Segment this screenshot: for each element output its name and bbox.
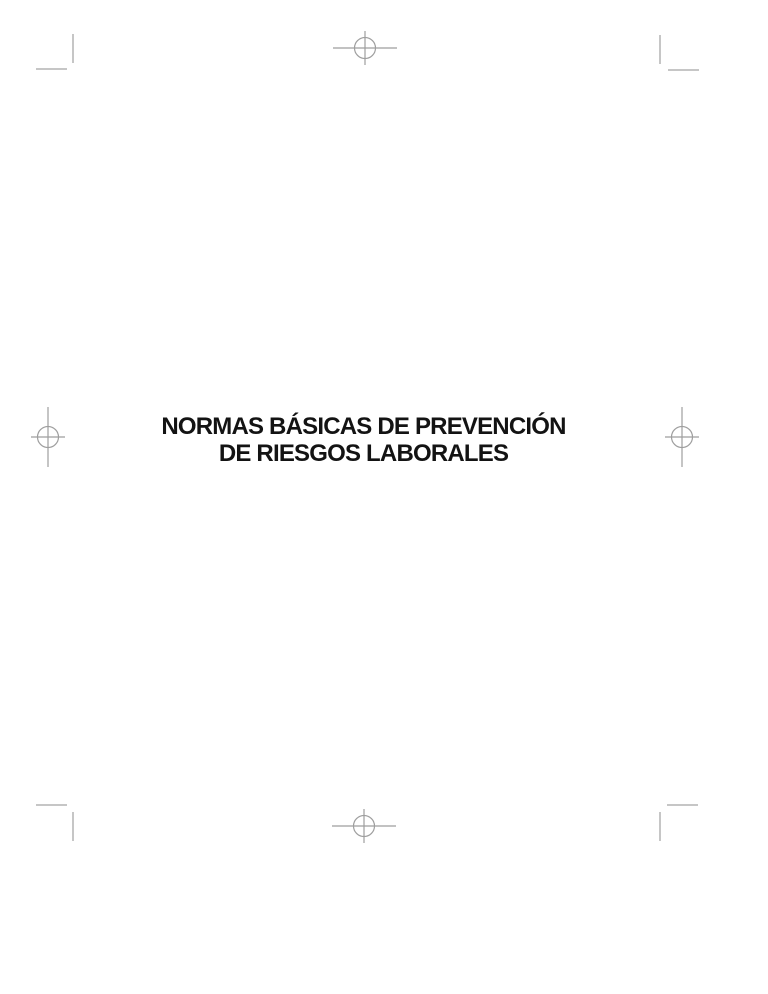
crop-mark-top-left-vertical (72, 34, 74, 63)
crop-mark-bottom-left-horizontal (36, 804, 67, 806)
title-line-1: NORMAS BÁSICAS DE PREVENCIÓN (161, 413, 566, 440)
crop-mark-bottom-right-horizontal (667, 804, 698, 806)
page-title (70, 413, 657, 467)
crop-mark-top-left-horizontal (36, 68, 67, 70)
crop-mark-bottom-right-vertical (659, 812, 661, 841)
crop-mark-top-right-horizontal (668, 69, 699, 71)
crop-mark-top-right-vertical (659, 35, 661, 64)
crop-mark-bottom-left-vertical (72, 812, 74, 841)
registration-mark-left-middle-icon (31, 407, 65, 467)
registration-mark-bottom-center-icon (332, 809, 396, 843)
registration-mark-top-center-icon (333, 31, 397, 65)
title-line-2: DE RIESGOS LABORALES (218, 440, 509, 467)
registration-mark-right-middle-icon (665, 407, 699, 467)
